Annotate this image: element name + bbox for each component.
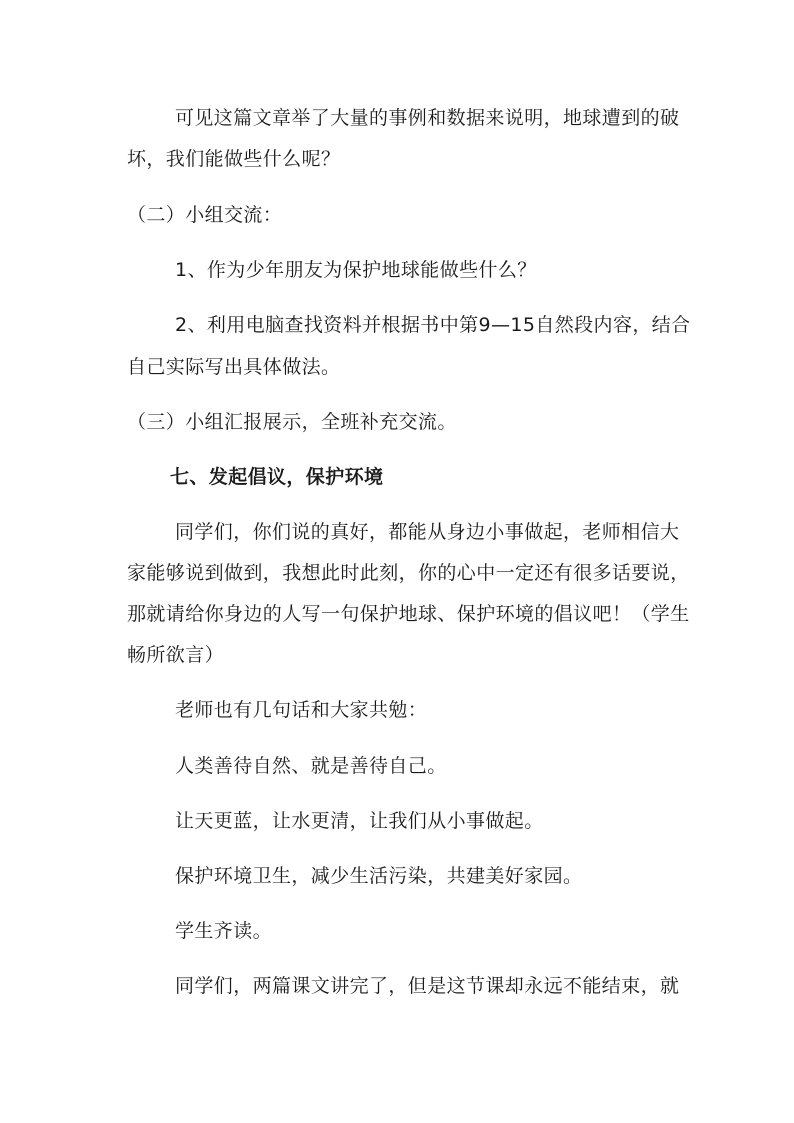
paragraph-line: 同学们，你们说的真好，都能从身边小事做起，老师相信大: [175, 521, 680, 543]
section-subheading: （三）小组汇报展示，全班补充交流。: [127, 411, 457, 433]
quote-line: 让天更蓝，让水更清，让我们从小事做起。: [175, 810, 544, 832]
section-heading: 七、发起倡议，保护环境: [170, 466, 384, 488]
paragraph-line: 自己实际写出具体做法。: [127, 356, 341, 378]
paragraph-line: 畅所欲言）: [127, 644, 225, 666]
paragraph-line: 同学们，两篇课文讲完了，但是这节课却永远不能结束，就: [175, 975, 680, 997]
paragraph-line: 坏，我们能做些什么呢？: [127, 148, 341, 170]
paragraph-line: 那就请给你身边的人写一句保护地球、保护环境的倡议吧！（学生: [127, 603, 690, 625]
section-subheading: （二）小组交流：: [127, 204, 283, 226]
paragraph-line: 老师也有几句话和大家共勉：: [175, 699, 428, 721]
quote-line: 保护环境卫生，减少生活污染，共建美好家园。: [175, 865, 583, 887]
list-item: 2、利用电脑查找资料并根据书中第9—15自然段内容，结合: [175, 314, 691, 336]
paragraph-line: 家能够说到做到，我想此时此刻，你的心中一定还有很多话要说，: [127, 562, 690, 584]
paragraph-line: 可见这篇文章举了大量的事例和数据来说明，地球遭到的破: [175, 107, 680, 129]
quote-line: 人类善待自然、就是善待自己。: [175, 755, 447, 777]
list-item: 1、作为少年朋友为保护地球能做些什么？: [175, 259, 537, 281]
paragraph-line: 学生齐读。: [175, 920, 273, 942]
